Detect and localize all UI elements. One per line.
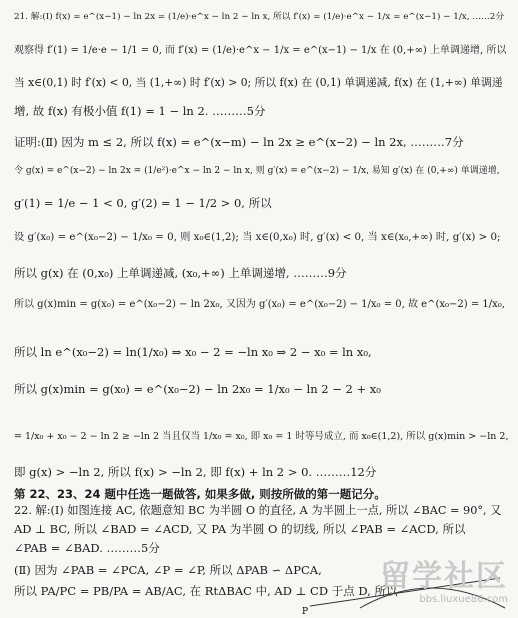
line-q21-g-values: g′(1) = 1/e − 1 < 0, g′(2) = 1 − 1/2 > 0, 所以: [14, 196, 272, 210]
line-q21-monotone: 当 x∈(0,1) 时 f′(x) < 0, 当 (1,+∞) 时 f′(x) > 0; 所以 f(x) 在 (0,1) 单调递减, f(x) 在 (1,+∞) 单调递: [14, 76, 503, 89]
line-q21-minimum: 增, 故 f(x) 有极小值 f(1) = 1 − ln 2. ………5分: [14, 104, 266, 118]
line-q21-g-min: 所以 g(x)min = g(x₀) = e^(x₀−2) − ln 2x₀, 又因为 g′(x₀) = e^(x₀−2) − 1/x₀ = 0, 故 e^(x₀−2) = 1/x₀,: [14, 299, 505, 310]
line-q22-angle: ∠PAB = ∠BAD. ………5分: [14, 541, 160, 555]
line-q21-define-g: 令 g(x) = e^(x−2) − ln 2x = (1/e²)·e^x − ln 2 − ln x, 则 g′(x) = e^(x−2) − 1/x, 易知 g′(x) 在 (0,+∞) 单调递增,: [14, 166, 500, 176]
line-q21-ln: 所以 ln e^(x₀−2) = ln(1/x₀) ⇒ x₀ − 2 = −ln x₀ ⇒ 2 − x₀ = ln x₀,: [14, 345, 372, 359]
line-q22-part1: 22. 解:(Ⅰ) 如图连接 AC, 依题意知 BC 为半圆 O 的直径, A 为半圆上一点, 所以 ∠BAC = 90°, 又: [14, 504, 502, 517]
line-instruction: 第 22、23、24 题中任选一题做答, 如果多做, 则按所做的第一题记分。: [14, 487, 386, 501]
line-q21-proof: 证明:(Ⅱ) 因为 m ≤ 2, 所以 f(x) = e^(x−m) − ln 2x ≥ e^(x−2) − ln 2x, ………7分: [14, 135, 464, 149]
watermark: [358, 560, 508, 612]
watermark-url: bbs.liuxue86.com: [419, 594, 508, 605]
line-q21-conclusion: 即 g(x) > −ln 2, 所以 f(x) > −ln 2, 即 f(x) + ln 2 > 0. ………12分: [14, 465, 377, 479]
watermark-logo: 留学社区: [380, 559, 508, 594]
line-q21-inequality: = 1/x₀ + x₀ − 2 − ln 2 ≥ −ln 2 当且仅当 1/x₀ = x₀, 即 x₀ = 1 时等号成立, 而 x₀∈(1,2), 所以 g(x)min > −ln 2,: [14, 431, 509, 442]
line-q22-part2: (Ⅱ) 因为 ∠PAB = ∠PCA, ∠P = ∠P, 所以 ΔPAB ∽ ΔPCA,: [14, 563, 322, 577]
line-q21-g-min-2: 所以 g(x)min = g(x₀) = e^(x₀−2) − ln 2x₀ = 1/x₀ − ln 2 − 2 + x₀: [14, 382, 381, 396]
point-p-label: P: [302, 607, 309, 617]
line-q22-ratio: 所以 PA/PC = PB/PA = AB/AC, 在 RtΔBAC 中, AD ⊥ CD 于点 D, 所以: [14, 584, 398, 598]
line-q21-observe: 观察得 f′(1) = 1/e·e − 1/1 = 0, 而 f′(x) = (1/e)·e^x − 1/x = e^(x−1) − 1/x 在 (0,+∞) 上单调递增, 所以: [14, 45, 507, 56]
line-q21-part1: 21. 解:(Ⅰ) f(x) = e^(x−1) − ln 2x = (1/e)·e^x − ln 2 − ln x, 所以 f′(x) = (1/e)·e^x − 1/x = e^(x−1) − 1/x, ……2分: [14, 12, 505, 22]
line-q21-g-monotone: 所以 g(x) 在 (0,x₀) 上单调递减, (x₀,+∞) 上单调递增, ………9分: [14, 266, 347, 280]
line-q22-perp: AD ⊥ BC, 所以 ∠BAD = ∠ACD, 又 PA 为半圆 O 的切线, 所以 ∠PAB = ∠ACD, 所以: [14, 522, 466, 536]
line-q21-x0: 设 g′(x₀) = e^(x₀−2) − 1/x₀ = 0, 则 x₀∈(1,2); 当 x∈(0,x₀) 时, g′(x) < 0, 当 x∈(x₀,+∞) 时, g′(x) > 0;: [14, 231, 501, 243]
